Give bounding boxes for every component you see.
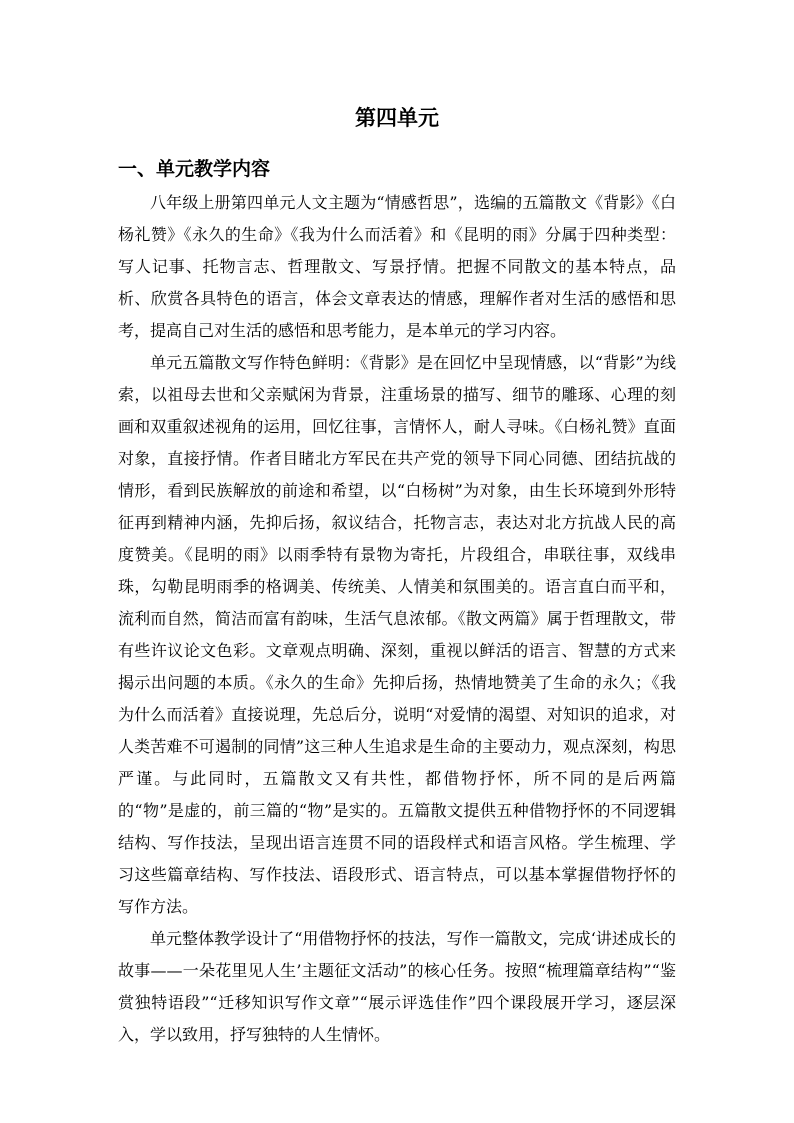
page-title: 第四单元 xyxy=(355,106,439,130)
section-heading: 一、单元教学内容 xyxy=(118,158,271,180)
paragraph-unit-theme: 八年级上册第四单元人文主题为“情感哲思”，选编的五篇散文《背影》《白杨礼赞》《永久的生命》《我为什么而活着》和《昆明的雨》分属于四种类型：写人记事、托物言志、哲理散文、写景抒情。把握不同散文的基本特点，品析、欣赏各具特色的语言，体会文章表达的情感，理解作者对生活的感悟和思考，提高自己对生活的感悟和思考能力，是本单元的学习内容。 xyxy=(118,193,676,340)
paragraph-teaching-design: 单元整体教学设计了“用借物抒怀的技法，写作一篇散文，完成‘讲述成长的故事——一朵花里见人生’主题征文活动”的核心任务。按照“梳理篇章结构”“鉴赏独特语段”“迁移知识写作文章”“展示评选佳作”四个课段展开学习，逐层深入，学以致用，抒写独特的人生情怀。 xyxy=(118,929,676,1044)
paragraph-writing-features: 单元五篇散文写作特色鲜明：《背影》是在回忆中呈现情感，以“背影”为线索，以祖母去世和父亲赋闲为背景，注重场景的描写、细节的雕琢、心理的刻画和双重叙述视角的运用，回忆往事，言情怀人，耐人寻味。《白杨礼赞》直面对象，直接抒情。作者目睹北方军民在共产党的领导下同心同德、团结抗战的情形，看到民族解放的前途和希望，以“白杨树”为对象，由生长环境到外形特征再到精神内涵，先抑后扬，叙议结合，托物言志，表达对北方抗战人民的高度赞美。《昆明的雨》以雨季特有景物为寄托，片段组合，串联往事，双线串珠，勾勒昆明雨季的格调美、传统美、人情美和氛围美的。语言直白而平和，流利而自然，简洁而富有韵味，生活气息浓郁。《散文两篇》属于哲理散文，带有些许议论文色彩。文章观点明确、深刻，重视以鲜活的语言、智慧的方式来揭示出问题的本质。《永久的生命》先抑后扬，热情地赞美了生命的永久；《我为什么而活着》直接说理，先总后分，说明“对爱情的渴望、对知识的追求，对人类苦难不可遏制的同情”这三种人生追求是生命的主要动力，观点深刻，构思严谨。与此同时，五篇散文又有共性，都借物抒怀，所不同的是后两篇的“物”是虚的，前三篇的“物”是实的。五篇散文提供五种借物抒怀的不同逻辑结构、写作技法，呈现出语言连贯不同的语段样式和语言风格。学生梳理、学习这些篇章结构、写作技法、语段形式、语言特点，可以基本掌握借物抒怀的写作方法。 xyxy=(118,353,676,916)
body-text xyxy=(118,187,676,1051)
